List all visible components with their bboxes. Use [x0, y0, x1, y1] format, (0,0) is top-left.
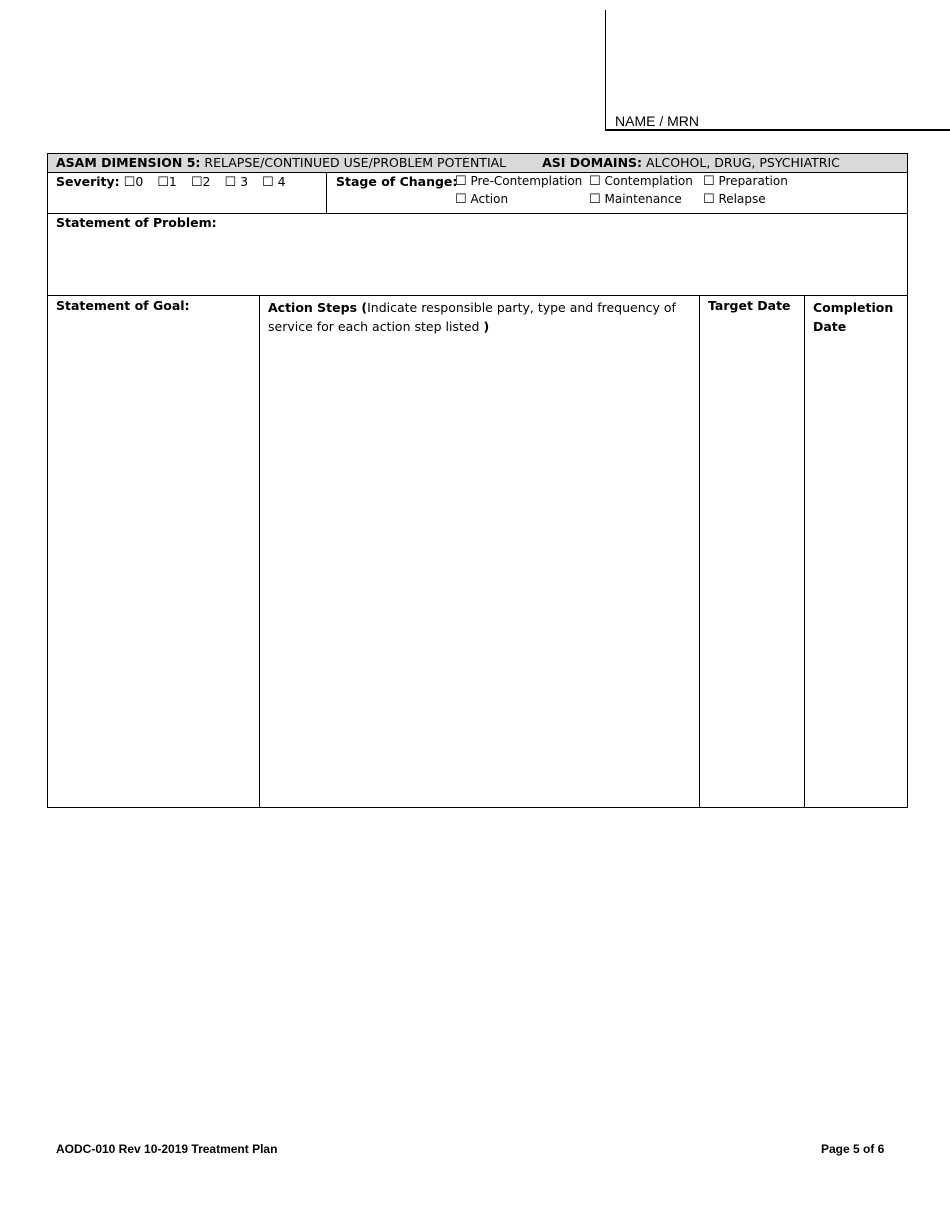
severity-stage-row: [47, 172, 908, 214]
problem-label: Statement of Problem:: [56, 215, 217, 230]
target-date-field[interactable]: [700, 296, 805, 807]
checkbox-icon: ☐: [123, 175, 136, 190]
completion-date-field[interactable]: [805, 296, 908, 807]
stage-option-contemplation[interactable]: ☐ Contemplation: [589, 174, 693, 189]
stage-option-maintenance[interactable]: ☐ Maintenance: [589, 192, 682, 207]
dimension-label: ASAM DIMENSION 5:: [56, 155, 201, 170]
form-id: AODC-010 Rev 10-2019 Treatment Plan: [56, 1142, 278, 1156]
target-date-label: Target Date: [708, 298, 791, 313]
checkbox-icon: ☐: [455, 174, 467, 189]
checkbox-icon: ☐: [190, 175, 203, 190]
checkbox-icon: ☐: [157, 175, 169, 190]
stage-option-action[interactable]: ☐ Action: [455, 192, 509, 207]
completion-date-label: Completion Date: [813, 300, 894, 334]
severity-option-2[interactable]: ☐2: [190, 174, 211, 190]
asi-domains-label: ASI DOMAINS:: [542, 155, 643, 170]
severity-option-0[interactable]: ☐0: [123, 174, 144, 190]
goal-label: Statement of Goal:: [56, 298, 190, 313]
statement-of-goal-field[interactable]: [48, 296, 260, 807]
stage-label: Stage of Change:: [336, 174, 458, 189]
action-steps-field[interactable]: Action Steps (Indicate responsible party, type and frequency of service for each action step listed ): [260, 296, 700, 807]
page-number: Page 5 of 6: [821, 1142, 885, 1156]
dimension-header: [47, 153, 908, 173]
severity-option-1[interactable]: ☐1: [157, 174, 177, 190]
severity-label: Severity:: [56, 174, 120, 189]
severity-option-3[interactable]: ☐ 3: [224, 174, 249, 190]
statement-of-problem-field[interactable]: [47, 213, 908, 296]
checkbox-icon: ☐: [455, 192, 467, 207]
stage-option-preparation[interactable]: ☐ Preparation: [703, 174, 788, 189]
action-steps-label: Action Steps (: [268, 300, 368, 315]
checkbox-icon: ☐: [589, 192, 601, 207]
checkbox-icon: ☐: [262, 175, 274, 190]
stage-option-pre-contemplation[interactable]: ☐ Pre-Contemplation: [455, 174, 583, 189]
checkbox-icon: ☐: [589, 174, 601, 189]
checkbox-icon: ☐: [703, 174, 715, 189]
stage-of-change-section: [336, 174, 788, 207]
dimension-value: RELAPSE/CONTINUED USE/PROBLEM POTENTIAL: [204, 155, 507, 170]
checkbox-icon: ☐: [224, 175, 237, 190]
name-mrn-field[interactable]: [605, 10, 950, 131]
action-steps-instructions: Indicate responsible party, type and frequency of service for each action step listed: [268, 300, 676, 334]
name-mrn-label: NAME / MRN: [615, 113, 699, 129]
checkbox-icon: ☐: [703, 192, 715, 207]
stage-option-relapse[interactable]: ☐ Relapse: [703, 192, 766, 207]
asi-domains-value: ALCOHOL, DRUG, PSYCHIATRIC: [646, 155, 840, 170]
severity-section: [48, 172, 327, 213]
severity-option-4[interactable]: ☐ 4: [262, 174, 286, 190]
goal-table: [47, 295, 908, 808]
